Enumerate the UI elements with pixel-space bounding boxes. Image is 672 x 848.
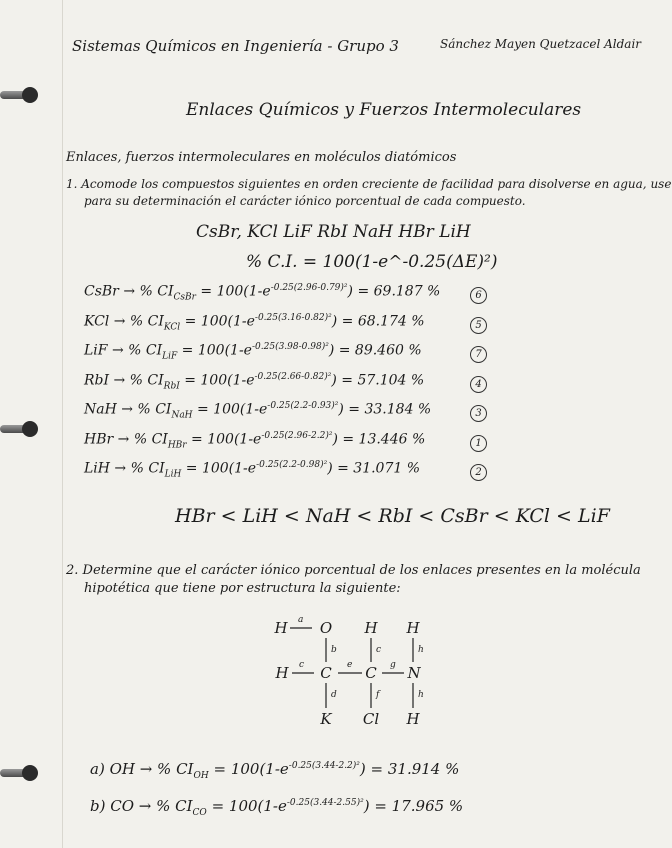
calc-eq: = 100(1-e [208, 760, 289, 778]
calc-eq: = 100(1-e [181, 460, 257, 477]
calc-sub: RbI [163, 380, 180, 391]
calc-exp: -0.25(3.44-2.55)² [286, 798, 364, 808]
calc-lhs: LiF → % CI [84, 342, 163, 359]
calc-res: ) = 68.174 % [331, 313, 425, 330]
q1-text-line2: para su determinación el carácter iónico porcentual de cada compuesto. [84, 194, 526, 208]
rank-badge: 6 [470, 287, 487, 304]
calc-sub: CO [192, 808, 207, 818]
calc-eq: = 100(1-e [186, 431, 262, 448]
bond-label: b [331, 645, 337, 655]
bond-label: f [376, 690, 380, 700]
q1-text-line1: 1. Acomode los compuestos siguientes en orden creciente de facilidad para disolverse en agua, use [66, 177, 672, 191]
calc-eq: = 100(1-e [192, 401, 268, 418]
calc-eq: = 100(1-e [195, 283, 271, 300]
calc-res: ) = 57.104 % [331, 372, 425, 389]
rank-badge: 7 [470, 346, 487, 363]
calc-exp: -0.25(3.44-2.2)² [288, 761, 360, 771]
calc-eq: = 100(1-e [179, 372, 255, 389]
atom-n: N [407, 664, 421, 682]
calc-exp: -0.25(2.2-0.93)² [267, 401, 339, 411]
bond-label: a [298, 615, 304, 625]
atom-k: K [320, 710, 332, 728]
calc-res: ) = 31.914 % [359, 760, 460, 778]
calc-exp: -0.25(2.66-0.82)² [254, 371, 332, 382]
calc-lhs: LiH → % CI [84, 460, 165, 477]
bond-label: c [299, 660, 305, 670]
atom-c: C [365, 664, 377, 682]
calc-exp: -0.25(2.96-2.2)² [261, 430, 333, 441]
calc-res: ) = 17.965 % [363, 797, 464, 815]
bond-label: e [347, 660, 353, 670]
rank-badge: 3 [470, 405, 487, 422]
bond-label: h [418, 645, 424, 655]
calc-sub: HBr [167, 439, 187, 450]
calc-exp: -0.25(3.98-0.98)² [251, 342, 329, 352]
calc-res: ) = 69.187 % [347, 283, 441, 300]
calc-eq: = 100(1-e [180, 313, 255, 330]
calc-sub: LiH [164, 469, 182, 480]
atom-c: C [320, 664, 332, 682]
calc-exp: -0.25(3.16-0.82)² [254, 312, 332, 323]
atom-h: H [274, 619, 288, 637]
rank-badge: 4 [470, 376, 487, 393]
calc-exp: -0.25(2.2-0.98)² [256, 460, 328, 470]
calc-lhs: KCl → % CI [84, 313, 164, 330]
atom-h: H [406, 710, 420, 728]
bond-label: d [331, 690, 337, 700]
calc-lhs: CsBr → % CI [84, 283, 174, 300]
ci-calculation-row [90, 760, 459, 781]
calc-res: ) = 89.460 % [328, 342, 422, 359]
compound-list: CsBr, KCl LiF RbI NaH HBr LiH [196, 222, 471, 242]
calc-res: ) = 33.184 % [338, 401, 432, 418]
atom-h: H [406, 619, 420, 637]
calc-sub: KCl [163, 321, 181, 332]
q2-text-line1: 2. Determine que el carácter iónico porcentual de los enlaces presentes en la molécula [66, 563, 641, 578]
ci-calculation-row [90, 797, 463, 818]
calc-sub: LiF [162, 351, 178, 362]
calc-sub: CsBr [173, 292, 196, 303]
q2-text-line2: hipotética que tiene por estructura la siguiente: [84, 581, 401, 596]
bond-label: c [376, 645, 382, 655]
section-title: Enlaces, fuerzos intermoleculares en moléculos diatómicos [66, 150, 457, 165]
calc-res: ) = 31.071 % [327, 460, 421, 477]
bond-label: h [418, 690, 424, 700]
calc-eq: = 100(1-e [177, 342, 252, 359]
atom-cl: Cl [362, 710, 380, 728]
calc-lhs: RbI → % CI [84, 372, 164, 389]
bond-label: g [390, 660, 396, 670]
calc-lhs: HBr → % CI [84, 431, 168, 448]
calc-eq: = 100(1-e [206, 797, 287, 815]
atom-o: O [319, 619, 333, 637]
atom-h: H [364, 619, 378, 637]
page-title: Enlaces Químicos y Fuerzos Intermoleculares [186, 100, 582, 120]
calc-lhs: NaH → % CI [84, 401, 172, 418]
atom-h: H [275, 664, 289, 682]
calc-sub: OH [193, 771, 209, 781]
calc-lhs: b) CO → % CI [90, 797, 193, 815]
rank-badge: 1 [470, 435, 487, 452]
calc-sub: NaH [171, 410, 193, 421]
rank-badge: 5 [470, 317, 487, 334]
ci-formula: % C.I. = 100(1-e^-0.25(ΔE)²) [246, 252, 498, 272]
rank-badge: 2 [470, 464, 487, 481]
calc-exp: -0.25(2.96-0.79)² [270, 283, 348, 293]
calc-res: ) = 13.446 % [332, 431, 426, 448]
course-header: Sistemas Químicos en Ingeniería - Grupo 3 [72, 37, 399, 55]
solubility-order: HBr < LiH < NaH < RbI < CsBr < KCl < LiF [175, 505, 610, 527]
calc-lhs: a) OH → % CI [90, 760, 194, 778]
student-name: Sánchez Mayen Quetzacel Aldair [440, 37, 642, 51]
